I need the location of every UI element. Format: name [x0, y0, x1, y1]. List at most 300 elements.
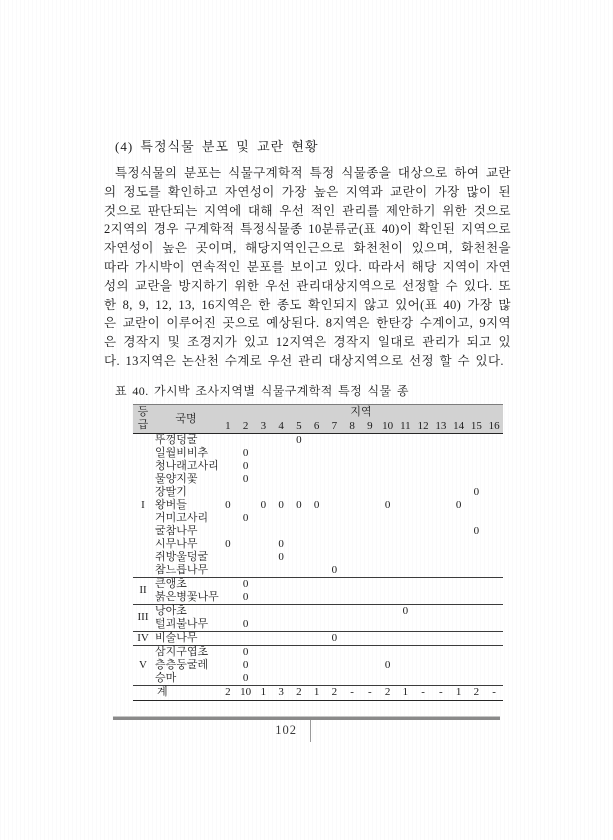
- presence-cell: [326, 577, 344, 591]
- region-number-header: 14: [450, 419, 468, 433]
- species-name-cell: 뚜껑덩굴: [155, 433, 198, 446]
- presence-cell: [432, 577, 450, 591]
- species-name-cell: 거미고사리: [155, 511, 209, 524]
- presence-cell: [343, 577, 361, 591]
- presence-cell: [219, 672, 237, 686]
- presence-cell: [379, 631, 397, 645]
- presence-cell: 0: [225, 537, 231, 550]
- region-number-header: 16: [485, 419, 503, 433]
- presence-cell: [343, 604, 361, 618]
- presence-cell: [379, 672, 397, 686]
- species-name-cell: 참느릅나무: [155, 563, 209, 576]
- presence-cell: [343, 631, 361, 645]
- presence-cell: 0: [326, 631, 344, 645]
- presence-cell: [290, 564, 308, 578]
- presence-cell: [397, 538, 415, 551]
- presence-cell: [468, 460, 486, 473]
- presence-cell: [326, 460, 344, 473]
- presence-cell: [361, 577, 379, 591]
- grade-cell: II: [133, 577, 153, 604]
- presence-cell: [219, 512, 237, 525]
- presence-cell: [272, 564, 290, 578]
- presence-cell: [308, 433, 326, 447]
- region-number-header: 1: [219, 419, 237, 433]
- total-value-cell: 1: [450, 685, 468, 700]
- presence-cell: [468, 604, 486, 618]
- presence-cell: [397, 525, 415, 538]
- presence-cell: [255, 525, 273, 538]
- presence-cell: [255, 659, 273, 672]
- presence-cell: [326, 447, 344, 460]
- presence-cell: [308, 604, 326, 618]
- presence-cell: [432, 512, 450, 525]
- presence-cell: [450, 433, 468, 447]
- grade-cell: I: [141, 498, 145, 511]
- presence-cell: [432, 631, 450, 645]
- presence-cell: [326, 659, 344, 672]
- region-number-header: 3: [255, 419, 273, 433]
- presence-cell: [308, 591, 326, 605]
- presence-cell: [432, 672, 450, 686]
- presence-cell: [272, 591, 290, 605]
- presence-cell: [255, 604, 273, 618]
- presence-cell: [414, 672, 432, 686]
- table-body: [133, 433, 503, 700]
- presence-cell: [219, 486, 237, 499]
- presence-cell: [485, 486, 503, 499]
- presence-cell: 0: [296, 433, 302, 446]
- body-paragraph: 특정식물의 분포는 식물구계학적 특정 식물종을 대상으로 하여 교란의 정도를 확인하고 자연성이 가장 높은 지역과 교란이 가장 많이 된 것으로 판단되는 지역에 대해 우선 적인 관리를 제안하기 위한 것으로 2지역의 경우 구계학적 특정식물종 10분류군(표 40)이 확인된 지역으로 자연성이 높은 곳이며, 해당지역인근으로 화천천이 있으며, 화천천을 따라 가시박이 연속적인 분포를 보이고 있다. 따라서 해당 지역이 자연성의 교란을 방지하기 위한 우선 관리대상지역으로 선정할 수 있다. 또한 8, 9, 12, 13, 16지역은 한 종도 확인되지 않고 있어(표 40) 가장 많은 교란이 이루어진 곳으로 예상된다. 8지역은 한탄강 수계이고, 9지역은 경작지 및 조경지가 있고 12지역은 경작지 일대로 관리가 되고 있다. 13지역은 논산천 수계로 우선 관리 대상지역으로 선정 할 수 있다.: [104, 166, 511, 368]
- presence-cell: 0: [397, 604, 415, 618]
- presence-cell: [379, 433, 397, 447]
- presence-cell: [379, 538, 397, 551]
- presence-cell: [326, 512, 344, 525]
- presence-cell: [343, 672, 361, 686]
- presence-cell: [468, 631, 486, 645]
- region-number-header: 9: [361, 419, 379, 433]
- presence-cell: [255, 447, 273, 460]
- presence-cell: [290, 512, 308, 525]
- presence-cell: [361, 433, 379, 447]
- species-name-cell: 왕버들: [155, 498, 187, 511]
- presence-cell: 0: [473, 485, 480, 498]
- presence-cell: [361, 447, 379, 460]
- presence-cell: [255, 645, 273, 659]
- presence-cell: 0: [242, 511, 249, 524]
- presence-cell: [450, 631, 468, 645]
- species-row: [133, 564, 503, 578]
- total-value-cell: 2: [290, 685, 308, 700]
- presence-cell: [485, 659, 503, 672]
- region-number-header: 7: [326, 419, 344, 433]
- presence-cell: [343, 645, 361, 659]
- species-row: [133, 672, 503, 686]
- presence-cell: [219, 604, 237, 618]
- presence-cell: [450, 659, 468, 672]
- presence-cell: [414, 591, 432, 605]
- presence-cell: [485, 618, 503, 632]
- presence-cell: [485, 591, 503, 605]
- presence-cell: [414, 564, 432, 578]
- presence-cell: [255, 433, 273, 447]
- table-caption: 표 40. 가시박 조사지역별 식물구계학적 특정 식물 종: [115, 383, 409, 398]
- total-value-cell: -: [414, 685, 432, 700]
- presence-cell: [432, 591, 450, 605]
- presence-cell: [290, 538, 308, 551]
- presence-cell: [237, 604, 255, 618]
- presence-cell: 0: [313, 498, 320, 511]
- presence-cell: [326, 433, 344, 447]
- presence-cell: [255, 564, 273, 578]
- presence-cell: [361, 618, 379, 632]
- presence-cell: [361, 672, 379, 686]
- presence-cell: [361, 591, 379, 605]
- presence-cell: [272, 460, 290, 473]
- total-value-cell: -: [343, 685, 361, 700]
- species-name-cell: 시무나무: [155, 537, 198, 550]
- presence-cell: [255, 473, 273, 486]
- presence-cell: [379, 577, 397, 591]
- presence-cell: [432, 659, 450, 672]
- presence-cell: [308, 631, 326, 645]
- presence-cell: [290, 645, 308, 659]
- presence-cell: [255, 672, 273, 686]
- presence-cell: [397, 672, 415, 686]
- region-number-header: 10: [379, 419, 397, 433]
- presence-cell: [468, 591, 486, 605]
- presence-cell: [450, 564, 468, 578]
- presence-cell: [343, 499, 361, 512]
- presence-cell: [237, 631, 255, 645]
- presence-cell: [343, 460, 361, 473]
- total-value-cell: 3: [272, 685, 290, 700]
- presence-cell: [219, 473, 237, 486]
- species-row: [133, 460, 503, 473]
- presence-cell: [414, 551, 432, 564]
- presence-cell: [432, 499, 450, 512]
- presence-cell: [450, 672, 468, 686]
- species-row: [133, 604, 503, 618]
- presence-cell: [361, 499, 379, 512]
- species-row: [133, 486, 503, 499]
- presence-cell: [290, 473, 308, 486]
- presence-cell: [485, 564, 503, 578]
- presence-cell: [450, 591, 468, 605]
- presence-cell: [290, 659, 308, 672]
- presence-cell: [397, 631, 415, 645]
- presence-cell: [468, 645, 486, 659]
- presence-cell: [272, 525, 290, 538]
- presence-cell: [326, 672, 344, 686]
- presence-cell: [326, 618, 344, 632]
- presence-cell: [272, 631, 290, 645]
- presence-cell: [308, 486, 326, 499]
- presence-cell: [219, 618, 237, 632]
- presence-cell: [397, 645, 415, 659]
- presence-cell: [450, 447, 468, 460]
- species-row: [133, 512, 503, 525]
- presence-cell: [379, 551, 397, 564]
- presence-cell: [272, 433, 290, 447]
- species-name-cell: 청나래고사리: [155, 459, 219, 472]
- presence-cell: [361, 512, 379, 525]
- total-value-cell: -: [361, 685, 379, 700]
- presence-cell: [485, 551, 503, 564]
- region-column-header: 지역: [219, 404, 503, 419]
- presence-cell: [255, 486, 273, 499]
- page-content: [104, 136, 511, 701]
- species-name-cell: 일월비비추: [155, 446, 209, 459]
- total-value-cell: -: [485, 685, 503, 700]
- presence-cell: [308, 577, 326, 591]
- species-row: [133, 525, 503, 538]
- presence-cell: 0: [278, 550, 284, 563]
- presence-cell: [308, 447, 326, 460]
- species-column-header: 국명: [153, 404, 219, 433]
- presence-cell: [326, 525, 344, 538]
- presence-cell: 0: [473, 524, 480, 537]
- presence-cell: [219, 460, 237, 473]
- presence-cell: [272, 486, 290, 499]
- presence-cell: [468, 473, 486, 486]
- presence-cell: [361, 486, 379, 499]
- presence-cell: 0: [242, 472, 249, 485]
- presence-cell: [379, 460, 397, 473]
- presence-cell: [397, 551, 415, 564]
- species-name-cell: 삼지구엽초: [153, 645, 219, 659]
- presence-cell: [343, 447, 361, 460]
- species-name-cell: 승마: [155, 671, 177, 684]
- presence-cell: [237, 538, 255, 551]
- presence-cell: [272, 659, 290, 672]
- presence-cell: [485, 577, 503, 591]
- presence-cell: [432, 618, 450, 632]
- presence-cell: 0: [278, 498, 284, 511]
- region-number-header: 8: [343, 419, 361, 433]
- presence-cell: 0: [237, 645, 255, 659]
- grade-cell: IV: [133, 631, 153, 645]
- presence-cell: [397, 447, 415, 460]
- presence-cell: [343, 525, 361, 538]
- presence-cell: [308, 473, 326, 486]
- species-distribution-table: [133, 404, 503, 701]
- presence-cell: [290, 551, 308, 564]
- species-row: [133, 618, 503, 632]
- presence-cell: [343, 659, 361, 672]
- presence-cell: [219, 433, 237, 447]
- species-row: [133, 538, 503, 551]
- presence-cell: [237, 551, 255, 564]
- presence-cell: [432, 447, 450, 460]
- presence-cell: [450, 551, 468, 564]
- region-number-header: 15: [468, 419, 486, 433]
- presence-cell: [485, 433, 503, 447]
- presence-cell: [450, 645, 468, 659]
- presence-cell: [379, 525, 397, 538]
- presence-cell: [290, 460, 308, 473]
- presence-cell: [432, 460, 450, 473]
- presence-cell: [379, 564, 397, 578]
- presence-cell: [397, 486, 415, 499]
- grade-cell: III: [133, 604, 153, 631]
- presence-cell: [326, 499, 344, 512]
- presence-cell: [272, 447, 290, 460]
- presence-cell: [468, 659, 486, 672]
- presence-cell: [379, 645, 397, 659]
- presence-cell: [326, 645, 344, 659]
- presence-cell: [468, 538, 486, 551]
- presence-cell: [237, 525, 255, 538]
- presence-cell: [414, 512, 432, 525]
- species-name-cell: 굴참나무: [155, 524, 198, 537]
- presence-cell: [361, 645, 379, 659]
- presence-cell: [343, 433, 361, 447]
- presence-cell: [308, 659, 326, 672]
- presence-cell: [343, 618, 361, 632]
- presence-cell: [308, 618, 326, 632]
- presence-cell: [485, 512, 503, 525]
- presence-cell: [219, 564, 237, 578]
- presence-cell: [414, 486, 432, 499]
- presence-cell: [485, 604, 503, 618]
- section-heading: (4) 특정식물 분포 및 교란 현황: [115, 139, 319, 154]
- presence-cell: [432, 551, 450, 564]
- presence-cell: [290, 447, 308, 460]
- presence-cell: [414, 499, 432, 512]
- presence-cell: [414, 577, 432, 591]
- presence-cell: 0: [242, 590, 249, 603]
- presence-cell: [326, 473, 344, 486]
- presence-cell: [414, 618, 432, 632]
- presence-cell: [468, 577, 486, 591]
- presence-cell: [308, 538, 326, 551]
- species-row: [133, 591, 503, 605]
- region-number-header: 6: [308, 419, 326, 433]
- presence-cell: [397, 618, 415, 632]
- total-value-cell: 1: [255, 685, 273, 700]
- presence-cell: [397, 564, 415, 578]
- presence-cell: [255, 591, 273, 605]
- grade-cell: V: [133, 645, 153, 685]
- presence-cell: [308, 525, 326, 538]
- presence-cell: [343, 473, 361, 486]
- total-value-cell: -: [432, 685, 450, 700]
- presence-cell: [290, 486, 308, 499]
- total-value-cell: 2: [468, 685, 486, 700]
- region-number-header: 4: [272, 419, 290, 433]
- presence-cell: [450, 577, 468, 591]
- presence-cell: [450, 604, 468, 618]
- presence-cell: 0: [237, 577, 255, 591]
- species-name-cell: 층층둥굴레: [155, 658, 209, 671]
- presence-cell: [237, 433, 255, 447]
- presence-cell: [432, 645, 450, 659]
- species-row: [133, 659, 503, 672]
- total-label-cell: 계: [133, 685, 219, 700]
- presence-cell: [290, 672, 308, 686]
- presence-cell: [485, 447, 503, 460]
- presence-cell: [379, 447, 397, 460]
- species-row: [133, 631, 503, 645]
- species-row: [133, 473, 503, 486]
- species-row: [133, 433, 503, 447]
- species-name-cell: 쥐방울덩굴: [155, 550, 209, 563]
- presence-cell: [290, 604, 308, 618]
- total-row: [133, 685, 503, 700]
- presence-cell: [485, 525, 503, 538]
- total-value-cell: 1: [308, 685, 326, 700]
- presence-cell: [432, 564, 450, 578]
- presence-cell: [414, 604, 432, 618]
- presence-cell: [379, 604, 397, 618]
- presence-cell: [414, 447, 432, 460]
- presence-cell: [414, 659, 432, 672]
- presence-cell: [219, 447, 237, 460]
- total-value-cell: 2: [326, 685, 344, 700]
- total-value-cell: 1: [397, 685, 415, 700]
- presence-cell: [343, 486, 361, 499]
- presence-cell: [237, 486, 255, 499]
- presence-cell: [255, 577, 273, 591]
- presence-cell: 0: [384, 498, 391, 511]
- presence-cell: [219, 631, 237, 645]
- presence-cell: [255, 538, 273, 551]
- presence-cell: [361, 551, 379, 564]
- presence-cell: [219, 551, 237, 564]
- presence-cell: 0: [296, 498, 302, 511]
- species-name-cell: 낭아초: [153, 604, 219, 618]
- presence-cell: [219, 645, 237, 659]
- presence-cell: [361, 631, 379, 645]
- presence-cell: [397, 473, 415, 486]
- presence-cell: [290, 577, 308, 591]
- presence-cell: 0: [225, 498, 231, 511]
- footer-rule: [113, 716, 500, 720]
- presence-cell: [397, 512, 415, 525]
- species-name-cell: 큰앵초: [153, 577, 219, 591]
- presence-cell: [397, 577, 415, 591]
- presence-cell: [308, 460, 326, 473]
- presence-cell: [361, 604, 379, 618]
- presence-cell: [397, 433, 415, 447]
- presence-cell: [255, 460, 273, 473]
- presence-cell: [450, 512, 468, 525]
- presence-cell: 0: [331, 563, 338, 576]
- presence-cell: 0: [242, 671, 249, 684]
- presence-cell: [343, 591, 361, 605]
- presence-cell: [379, 486, 397, 499]
- presence-cell: [485, 631, 503, 645]
- presence-cell: [379, 591, 397, 605]
- page-number: 102: [275, 723, 297, 737]
- presence-cell: 0: [242, 446, 249, 459]
- presence-cell: 0: [278, 537, 284, 550]
- presence-cell: [272, 473, 290, 486]
- presence-cell: [485, 538, 503, 551]
- species-name-cell: 장딸기: [155, 485, 187, 498]
- presence-cell: [414, 473, 432, 486]
- presence-cell: [450, 525, 468, 538]
- presence-cell: [468, 512, 486, 525]
- presence-cell: [343, 538, 361, 551]
- presence-cell: [326, 604, 344, 618]
- presence-cell: [308, 672, 326, 686]
- presence-cell: 0: [455, 498, 462, 511]
- presence-cell: [308, 512, 326, 525]
- presence-cell: [397, 591, 415, 605]
- presence-cell: [432, 486, 450, 499]
- presence-cell: 0: [242, 658, 249, 671]
